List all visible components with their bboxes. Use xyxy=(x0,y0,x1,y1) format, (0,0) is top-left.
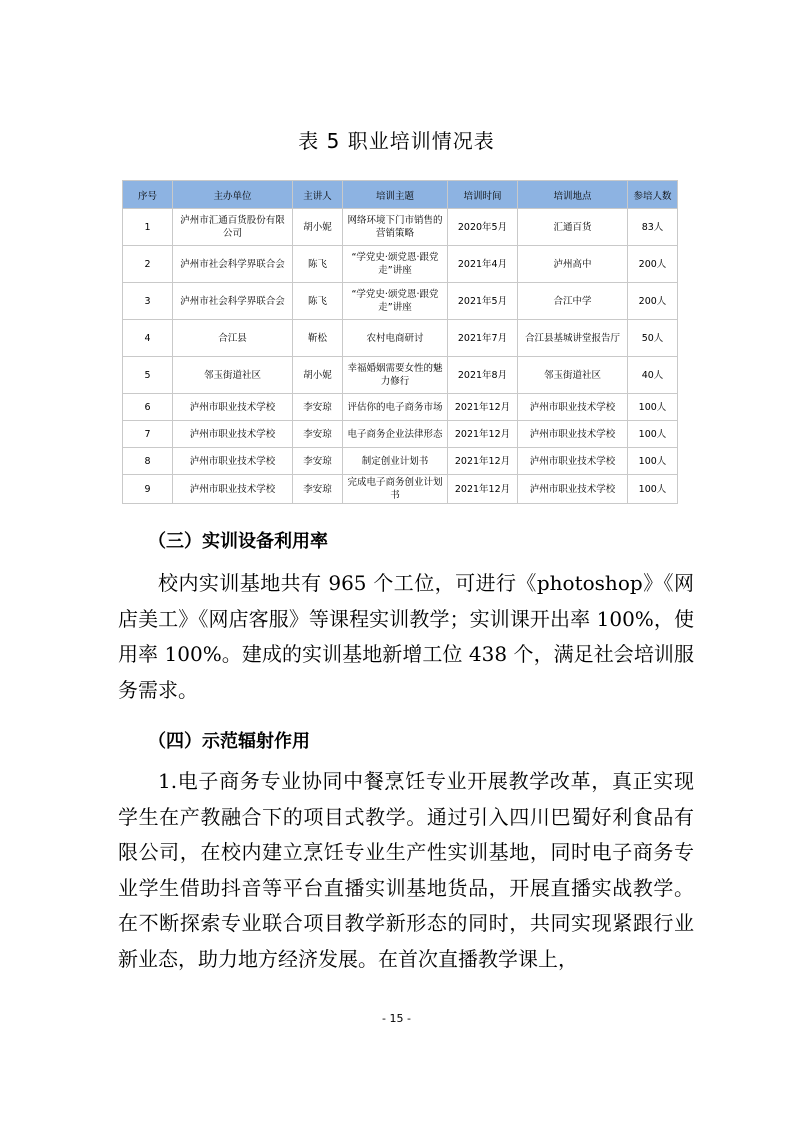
table-cell: 农村电商研讨 xyxy=(343,320,448,357)
table-cell: 汇通百货 xyxy=(518,209,628,246)
table-cell: 200人 xyxy=(628,246,678,283)
table-cell: 邻玉街道社区 xyxy=(173,357,293,394)
column-header: 序号 xyxy=(123,181,173,209)
table-cell: 100人 xyxy=(628,421,678,448)
table-row xyxy=(123,394,678,421)
table-cell: 陈飞 xyxy=(293,246,343,283)
paragraph-training-equipment: 校内实训基地共有 965 个工位，可进行《photoshop》《网店美工》《网店客服》等课程实训教学；实训课开出率 100%，使用率 100%。建成的实训基地新增工位 438 个，满足社会培训服务需求。 xyxy=(118,571,694,702)
table-cell: 8 xyxy=(123,448,173,475)
table-row xyxy=(123,283,678,320)
table-cell: 电子商务企业法律形态 xyxy=(343,421,448,448)
table-cell: 评估你的电子商务市场 xyxy=(343,394,448,421)
table-title: 表 5 职业培训情况表 xyxy=(298,129,495,153)
table-cell: 6 xyxy=(123,394,173,421)
section-heading-demonstration: （四）示范辐射作用 xyxy=(148,731,310,752)
table-cell: 李安琼 xyxy=(293,394,343,421)
table-cell: 泸州市职业技术学校 xyxy=(173,421,293,448)
table-row xyxy=(123,357,678,394)
table-cell: 李安琼 xyxy=(293,475,343,504)
table-cell: 5 xyxy=(123,357,173,394)
table-cell: 1 xyxy=(123,209,173,246)
table-cell: 泸州市汇通百货股份有限公司 xyxy=(173,209,293,246)
table-row xyxy=(123,320,678,357)
table-row xyxy=(123,421,678,448)
table-cell: 2021年12月 xyxy=(448,475,518,504)
table-cell: 网络环境下门市销售的营销策略 xyxy=(343,209,448,246)
table-cell: 2021年12月 xyxy=(448,448,518,475)
table-cell: 制定创业计划书 xyxy=(343,448,448,475)
table-cell: 2021年7月 xyxy=(448,320,518,357)
column-header: 培训时间 xyxy=(448,181,518,209)
column-header: 主办单位 xyxy=(173,181,293,209)
table-cell: 2021年12月 xyxy=(448,394,518,421)
table-row xyxy=(123,209,678,246)
table-cell: 泸州高中 xyxy=(518,246,628,283)
table-cell: 泸州市社会科学界联合会 xyxy=(173,283,293,320)
table-cell: 胡小妮 xyxy=(293,209,343,246)
table-cell: 2021年8月 xyxy=(448,357,518,394)
table-cell: 胡小妮 xyxy=(293,357,343,394)
table-cell: 100人 xyxy=(628,394,678,421)
table-cell: 泸州市职业技术学校 xyxy=(518,448,628,475)
column-header: 参培人数 xyxy=(628,181,678,209)
table-cell: 3 xyxy=(123,283,173,320)
table-cell: 靳松 xyxy=(293,320,343,357)
table-cell: 合江中学 xyxy=(518,283,628,320)
table-row xyxy=(123,475,678,504)
table-cell: 2 xyxy=(123,246,173,283)
table-cell: 2021年4月 xyxy=(448,246,518,283)
table-cell: 泸州市职业技术学校 xyxy=(518,475,628,504)
column-header: 培训地点 xyxy=(518,181,628,209)
table-cell: 200人 xyxy=(628,283,678,320)
table-cell: 40人 xyxy=(628,357,678,394)
table-cell: 2021年5月 xyxy=(448,283,518,320)
table-cell: 9 xyxy=(123,475,173,504)
table-cell: 合江县基城讲堂报告厅 xyxy=(518,320,628,357)
table-cell: 邻玉街道社区 xyxy=(518,357,628,394)
page-number: - 15 - xyxy=(382,1012,411,1025)
table-header-row xyxy=(123,181,678,209)
column-header: 主讲人 xyxy=(293,181,343,209)
table-cell: 幸福婚姻需要女性的魅力修行 xyxy=(343,357,448,394)
column-header: 培训主题 xyxy=(343,181,448,209)
table-cell: 2021年12月 xyxy=(448,421,518,448)
table-row xyxy=(123,246,678,283)
table-cell: 83人 xyxy=(628,209,678,246)
table-cell: 100人 xyxy=(628,448,678,475)
table-cell: 泸州市职业技术学校 xyxy=(173,448,293,475)
table-cell: 泸州市职业技术学校 xyxy=(173,394,293,421)
table-cell: 李安琼 xyxy=(293,421,343,448)
table-cell: “学党史·颂党恩·跟党走”讲座 xyxy=(343,246,448,283)
table-cell: 50人 xyxy=(628,320,678,357)
paragraph-demonstration: 1.电子商务专业协同中餐烹饪专业开展教学改革，真正实现学生在产教融合下的项目式教学。通过引入四川巴蜀好利食品有限公司，在校内建立烹饪专业生产性实训基地，同时电子商务专业学生借助抖音等平台直播实训基地货品，开展直播实战教学。在不断探索专业联合项目教学新形态的同时，共同实现紧跟行业新业态，助力地方经济发展。在首次直播教学课上， xyxy=(118,769,694,971)
table-cell: 7 xyxy=(123,421,173,448)
section-heading-training-equipment: （三）实训设备利用率 xyxy=(148,531,328,552)
table-cell: 泸州市职业技术学校 xyxy=(518,394,628,421)
table-cell: 完成电子商务创业计划书 xyxy=(343,475,448,504)
table-cell: “学党史·颂党恩·跟党走”讲座 xyxy=(343,283,448,320)
table-cell: 陈飞 xyxy=(293,283,343,320)
table-cell: 泸州市社会科学界联合会 xyxy=(173,246,293,283)
table-cell: 4 xyxy=(123,320,173,357)
training-table xyxy=(122,180,678,504)
table-row xyxy=(123,448,678,475)
table-cell: 2020年5月 xyxy=(448,209,518,246)
table-cell: 合江县 xyxy=(173,320,293,357)
table-cell: 李安琼 xyxy=(293,448,343,475)
table-cell: 泸州市职业技术学校 xyxy=(173,475,293,504)
table-cell: 100人 xyxy=(628,475,678,504)
table-cell: 泸州市职业技术学校 xyxy=(518,421,628,448)
